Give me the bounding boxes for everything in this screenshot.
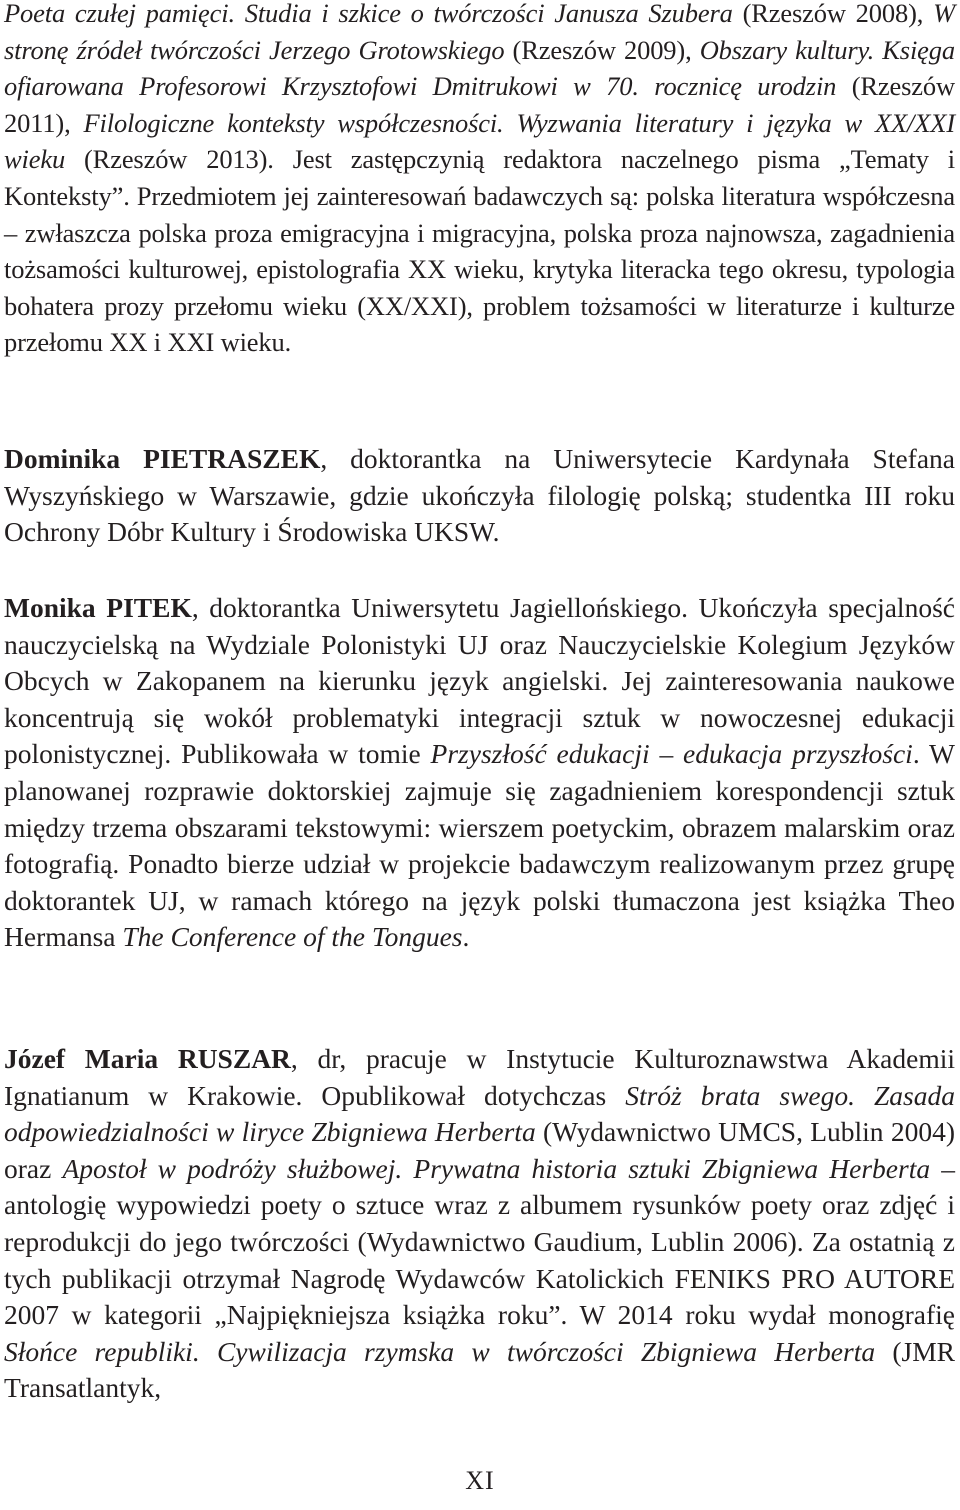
person-name: Józef Maria RUSZAR (4, 1043, 291, 1074)
bio-continuation-paragraph (4, 0, 955, 361)
text-run: (Rzeszów 2009), (504, 34, 700, 65)
bio-paragraph-pitek (4, 590, 955, 956)
italic-title: Obszary kultury. Księga ofiarowana Profesorowi Krzysztofowi Dmitrukowi w 70. rocznicę urodzin (4, 34, 955, 102)
bio-paragraph-pietraszek (4, 441, 955, 551)
italic-title: Filologiczne konteksty współczesności. Wyzwania literatury i języka w XX/XXI wieku (4, 107, 955, 175)
page-number: XI (465, 1466, 495, 1495)
text-run: , dr, pracuje w Instytucie Kulturoznawstwa Akademii Ignatianum w Krakowie. Opublikował dotychczas (4, 1043, 955, 1111)
italic-title: Poeta czułej pamięci. Studia i szkice o twórczości Janusza Szubera (4, 0, 733, 28)
text-run: – antologię wypowiedzi poety o sztuce wraz z albumem rysunków poety oraz zdjęć i reprodukcji do jego twórczości (Wydawnictwo Gaudium, Lublin 2006). Za ostatnią z tych publikacji otrzymał Nagrodę Wydawców Katolickich FENIKS PRO AUTORE 2007 w kategorii „Najpiękniejsza książka roku”. W 2014 roku wydał monografię (4, 1152, 955, 1331)
text-run: . (462, 921, 470, 953)
text-run: (Rzeszów 2011), (4, 71, 955, 138)
italic-title: W stronę źródeł twórczości Jerzego Grotowskiego (4, 0, 955, 65)
text-run: . W planowanej rozprawie doktorskiej zajmuje się zagadnieniem korespondencji sztuk między trzema obszarami tekstowymi: wierszem poetyckim, obrazem malarskim oraz fotografią. Ponadto bierze udział w projekcie badawczym realizowanym przez grupę doktorantek UJ, w ramach którego na język polski tłumaczona jest książka Theo Hermansa (4, 738, 955, 953)
italic-title: Słońce republiki. Cywilizacja rzymska w twórczości Zbigniewa Herberta (4, 1335, 876, 1367)
italic-title: Stróż brata swego. Zasada odpowiedzialności w liryce Zbigniewa Herberta (4, 1079, 955, 1148)
italic-title: Przyszłość edukacji – edukacja przyszłości (430, 738, 913, 770)
person-name: Monika PITEK (4, 592, 192, 623)
person-name: Dominika PIETRASZEK (4, 443, 321, 474)
text-run: (Rzeszów 2008), (732, 0, 934, 28)
italic-title: The Conference of the Tongues (122, 921, 463, 953)
text-run: (Wydawnictwo UMCS, Lublin 2004) oraz (4, 1116, 955, 1184)
text-run: (Rzeszów 2013). Jest zastępczynią redaktora naczelnego pisma „Tematy i Konteksty”. Przedmiotem jej zainteresowań badawczych są: polska literatura współczesna – zwłaszcza polska proza emigracyjna i migracyjna, polska proza najnowsza, zagadnienia tożsamości kulturowej, epistolografia XX wieku, krytyka literacka tego okresu, typologia bohatera prozy przełomu wieku (XX/XXI), problem tożsamości w literaturze i kulturze przełomu XX i XXI wieku. (4, 144, 955, 358)
text-run: , doktorantka Uniwersytetu Jagiellońskiego. Ukończyła specjalność nauczycielską na Wydziale Polonistyki UJ oraz Nauczycielskie Kolegium Języków Obcych w Zakopanem na kierunku język angielski. Jej zainteresowania naukowe koncentrują się wokół problematyki integracji sztuk w nowoczesnej edukacji polonistycznej. Publikowała w tomie (4, 592, 955, 770)
italic-title: Apostoł w podróży służbowej. Prywatna historia sztuki Zbigniewa Herberta (62, 1152, 931, 1184)
text-run: , doktorantka na Uniwersytecie Kardynała Stefana Wyszyńskiego w Warszawie, gdzie ukończyła filologię polską; studentka III roku Ochrony Dóbr Kultury i Środowiska UKSW. (4, 443, 955, 548)
bio-paragraph-ruszar (4, 1041, 955, 1407)
text-run: (JMR Transatlantyk, (4, 1335, 955, 1404)
